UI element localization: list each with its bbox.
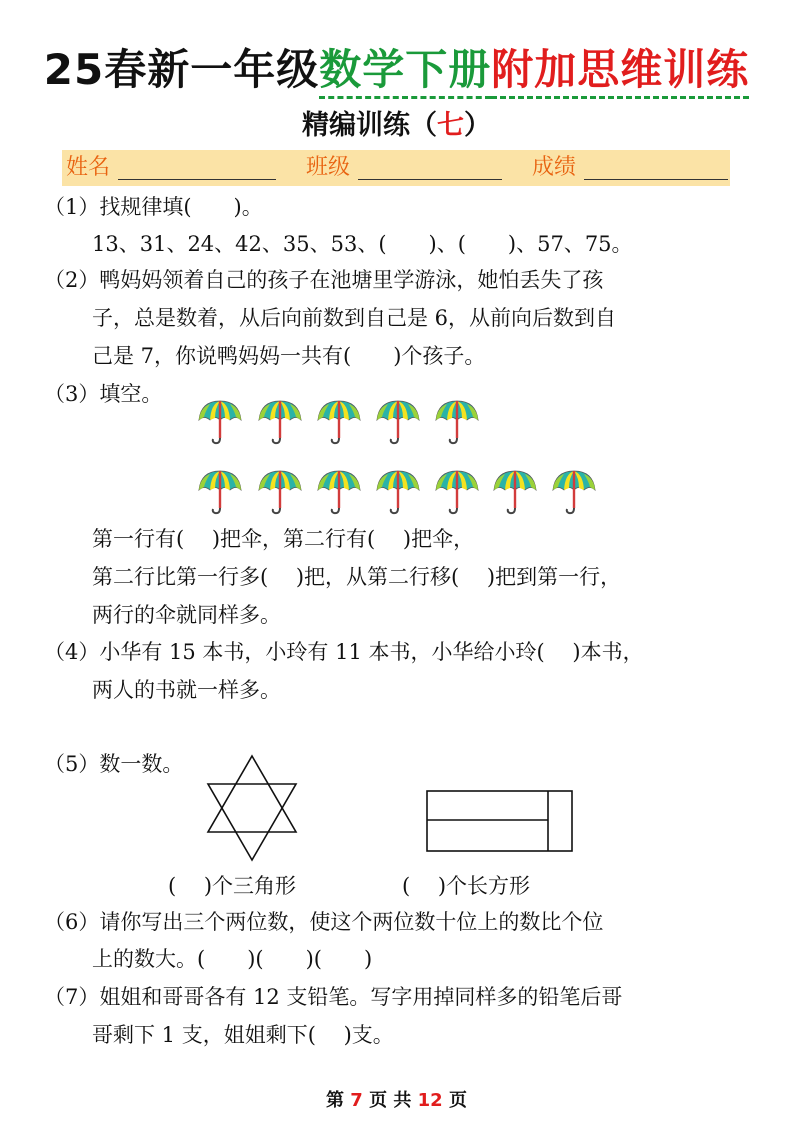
q1-sequence: 13、31、24、42、35、53、( )、( )、57、75。 [92, 232, 633, 256]
umbrella-icon [315, 398, 363, 446]
current-page-number: 7 [350, 1090, 363, 1111]
score-label: 成绩 [532, 155, 577, 180]
score-field-line[interactable] [584, 179, 728, 180]
title-part-subject: 数学下册 [319, 45, 491, 99]
umbrella-icon [315, 468, 363, 516]
umbrella-icon [491, 468, 539, 516]
umbrella-icon [256, 398, 304, 446]
q4-line-1: （4）小华有 15 本书，小玲有 11 本书，小华给小玲( )本书， [44, 640, 644, 664]
q3-line-3: 第二行比第一行多( )把，从第二行移( )把到第一行， [92, 565, 622, 589]
umbrella-icon [196, 398, 244, 446]
page-footer [0, 1086, 793, 1112]
q3-line-4: 两行的伞就同样多。 [92, 603, 281, 627]
subtitle-number: 七 [437, 110, 464, 141]
title-part-grade: 25春新一年级 [43, 45, 320, 94]
footer-suffix: 页 [442, 1090, 467, 1111]
star-of-david-figure [204, 752, 300, 864]
q7-line-1: （7）姐姐和哥哥各有 12 支铅笔。写字用掉同样多的铅笔后哥 [44, 985, 623, 1009]
worksheet-title [0, 38, 793, 102]
umbrella-icon [196, 468, 244, 516]
rectangle-figure [424, 788, 576, 854]
umbrella-icon [374, 468, 422, 516]
q2-line-3: 己是 7，你说鸭妈妈一共有( )个孩子。 [92, 344, 486, 368]
umbrella-icon [374, 398, 422, 446]
class-field-line[interactable] [358, 179, 502, 180]
q1-prompt: （1）找规律填( )。 [44, 195, 263, 219]
worksheet-subtitle [0, 104, 793, 148]
q3-line-2: 第一行有( )把伞，第二行有( )把伞， [92, 527, 475, 551]
q2-line-2: 子，总是数着，从后向前数到自己是 6，从前向后数到自 [92, 306, 617, 330]
q5-prompt: （5）数一数。 [44, 752, 184, 776]
q6-line-2: 上的数大。( )( )( ) [92, 947, 373, 971]
q5-triangle-answer: ( )个三角形 [168, 874, 297, 898]
class-label: 班级 [306, 155, 351, 180]
umbrella-icon [433, 468, 481, 516]
total-pages-number: 12 [417, 1090, 443, 1111]
student-info-bar [62, 150, 730, 186]
q7-line-2: 哥剩下 1 支，姐姐剩下( )支。 [92, 1023, 394, 1047]
subtitle-suffix: ） [464, 110, 491, 141]
name-label: 姓名 [66, 155, 111, 180]
footer-prefix: 第 [326, 1090, 351, 1111]
title-part-training: 附加思维训练 [491, 45, 749, 99]
umbrella-icon [433, 398, 481, 446]
footer-middle: 页 共 [362, 1090, 418, 1111]
q6-line-1: （6）请你写出三个两位数，使这个两位数十位上的数比个位 [44, 910, 604, 934]
q5-rectangle-answer: ( )个长方形 [402, 874, 531, 898]
q4-line-2: 两人的书就一样多。 [92, 678, 281, 702]
subtitle-prefix: 精编训练（ [302, 110, 437, 141]
umbrella-icon [256, 468, 304, 516]
umbrella-icon [550, 468, 598, 516]
q3-prompt: （3）填空。 [44, 382, 163, 406]
name-field-line[interactable] [118, 179, 276, 180]
q2-line-1: （2）鸭妈妈领着自己的孩子在池塘里学游泳，她怕丢失了孩 [44, 268, 604, 292]
